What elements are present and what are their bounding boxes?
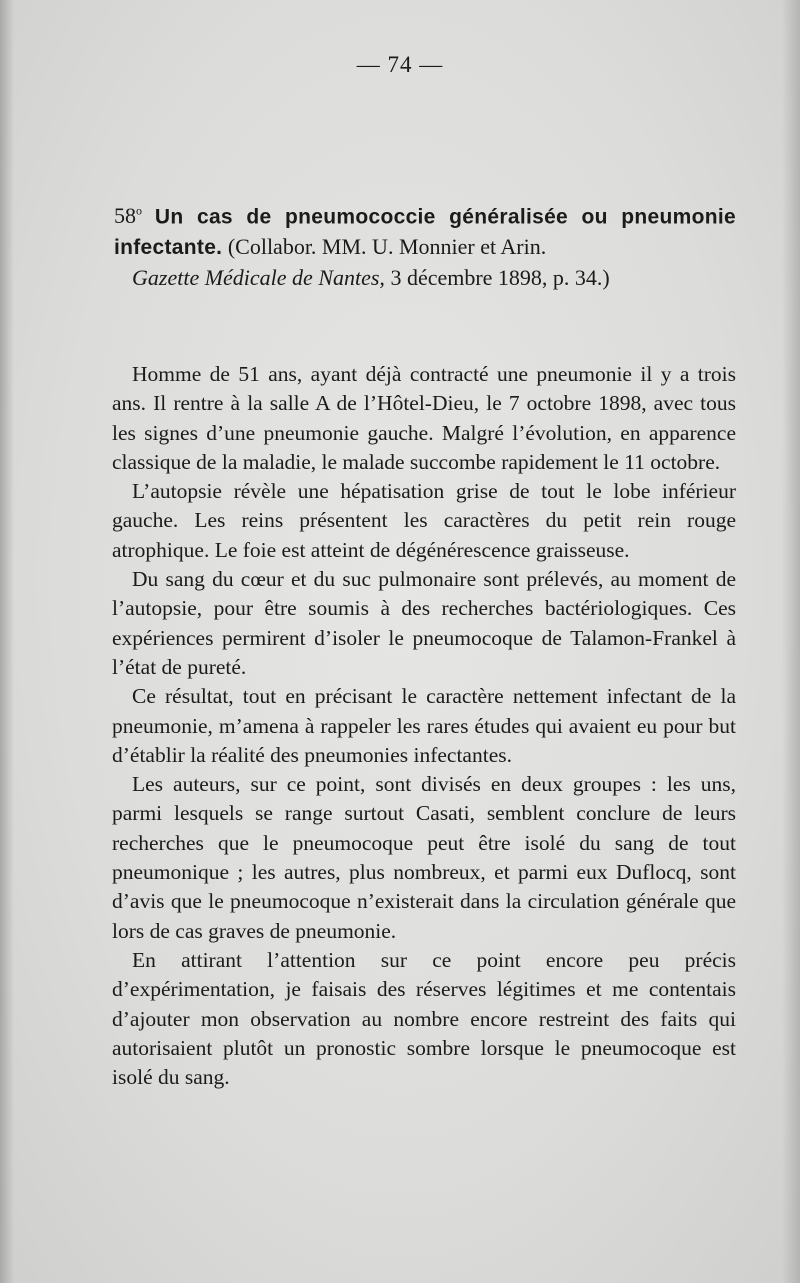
page-number: — 74 — [356, 52, 444, 77]
entry-heading [114, 196, 736, 293]
paragraph: Du sang du cœur et du suc pulmonaire sont prélevés, au moment de l’autopsie, pour être soumis à des recherches bactériologiques. Ces expériences permirent d’isoler le pneumocoque de Talamon-Frankel à l’état de pureté. [112, 567, 736, 679]
body-text [112, 360, 736, 1092]
entry-journal: Gazette Médicale de Nantes, [132, 265, 385, 291]
page-left-edge-shadow [0, 0, 14, 1283]
entry-number: 58$^o$ [114, 203, 142, 229]
paragraph: Les auteurs, sur ce point, sont divisés en deux groupes : les uns, parmi lesquels se range surtout Casati, semblent conclure de leurs recherches que le pneumocoque peut être isolé du sang de tout pneumonique ; les autres, plus nombreux, et parmi eux Duflocq, sont d’avis que le pneumocoque n’existerait dans la circulation générale que lors de cas graves de pneumonie. [112, 772, 736, 943]
entry-collaborators: (Collabor. MM. U. Monnier et Arin. [227, 234, 547, 260]
paragraph: Ce résultat, tout en précisant le caractère nettement infectant de la pneumonie, m’amena à rappeler les rares études qui avaient eu pour but d’établir la réalité des pneumonies infectantes. [112, 684, 736, 767]
entry-citation: 3 décembre 1898, p. 34.) [390, 265, 610, 291]
paragraph: Homme de 51 ans, ayant déjà contracté une pneumonie il y a trois ans. Il rentre à la salle A de l’Hôtel-Dieu, le 7 octobre 1898, avec tous les signes d’une pneumonie gauche. Malgré l’évolution, en apparence classique de la maladie, le malade succombe rapidement le 11 octobre. [112, 362, 736, 474]
paragraph: En attirant l’attention sur ce point encore peu précis d’expérimentation, je faisais des réserves légitimes et me contentais d’ajouter mon observation au nombre encore restreint des faits qui autorisaient plutôt un pronostic sombre lorsque le pneumocoque est isolé du sang. [112, 947, 736, 1090]
page-right-edge-shadow [782, 0, 800, 1283]
entry-title: Un cas de pneumococcie généralisée ou pneumonie infectante. [114, 205, 737, 260]
paragraph: L’autopsie révèle une hépatisation grise de tout le lobe inférieur gauche. Les reins présentent les caractères du petit rein rouge atrophique. Le foie est atteint de dégénérescence graisseuse. [112, 479, 736, 562]
